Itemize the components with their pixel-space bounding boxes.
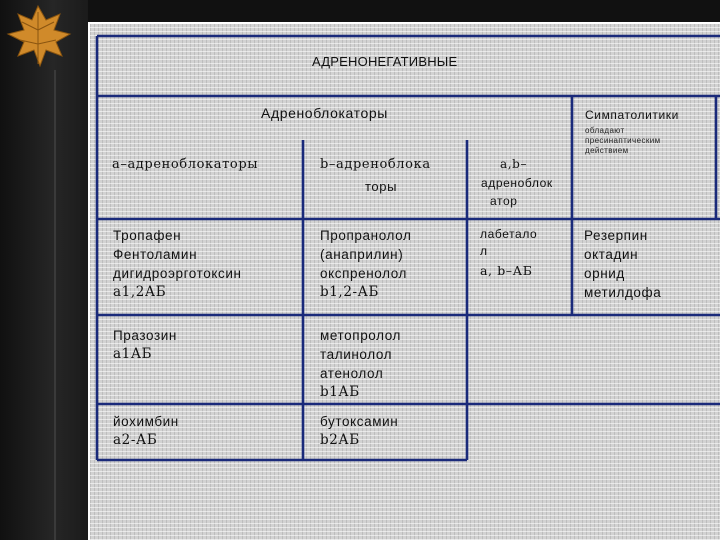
symp-drug3: орнид — [584, 266, 625, 281]
symp-drug1: Резерпин — [584, 228, 648, 243]
beta-blockers-header-line1: b–адреноблока — [320, 157, 431, 172]
row1-alphabeta-class: a, b–АБ — [480, 263, 533, 278]
adrenoblockers-header: Адреноблокаторы — [261, 105, 388, 121]
row2-beta-class: b1АБ — [320, 384, 360, 400]
row1-beta-drug2: (анаприлин) — [320, 247, 404, 262]
alphabeta-blockers-header-line2: адреноблок — [481, 176, 553, 190]
row1-alpha-class: a1,2АБ — [113, 284, 167, 300]
row2-beta-drug2: талинолол — [320, 347, 393, 362]
row1-alpha-drug3: дигидроэрготоксин — [113, 266, 242, 281]
row2-beta-drug3: атенолол — [320, 366, 384, 381]
alpha-blockers-header: a–адреноблокаторы — [112, 157, 259, 172]
row2-alpha-drug1: Празозин — [113, 328, 177, 343]
row1-beta-drug3: окспренолол — [320, 266, 408, 281]
sympatholytics-note-line1: обладают — [585, 126, 625, 135]
row2-alpha-class: a1АБ — [113, 346, 153, 362]
table-title: АДРЕНОНЕГАТИВНЫЕ — [312, 54, 458, 69]
row1-beta-drug1: Пропранолол — [320, 228, 412, 243]
row1-beta-class: b1,2-АБ — [320, 284, 380, 300]
symp-drug2: октадин — [584, 247, 639, 262]
row1-alphabeta-drug-line1: лабетало — [480, 227, 538, 241]
beta-blockers-header-line2: торы — [365, 179, 398, 194]
symp-drug4: метилдофа — [584, 285, 662, 300]
row1-alpha-drug2: Фентоламин — [113, 247, 198, 262]
alphabeta-blockers-header-line3: атор — [490, 194, 518, 208]
sympatholytics-header: Симпатолитики — [585, 108, 679, 122]
row3-alpha-drug1: йохимбин — [113, 414, 179, 429]
sympatholytics-note-line3: действием — [585, 146, 629, 155]
row3-beta-class: b2АБ — [320, 432, 360, 448]
alphabeta-blockers-header-line1: a,b– — [500, 157, 528, 171]
sympatholytics-note-line2: пресинаптическим — [585, 136, 661, 145]
row1-alphabeta-drug-line2: л — [480, 244, 488, 258]
row2-beta-drug1: метопролол — [320, 328, 402, 343]
row3-alpha-class: a2-АБ — [113, 432, 158, 448]
row3-beta-drug1: бутоксамин — [320, 414, 399, 429]
row1-alpha-drug1: Тропафен — [113, 228, 182, 243]
